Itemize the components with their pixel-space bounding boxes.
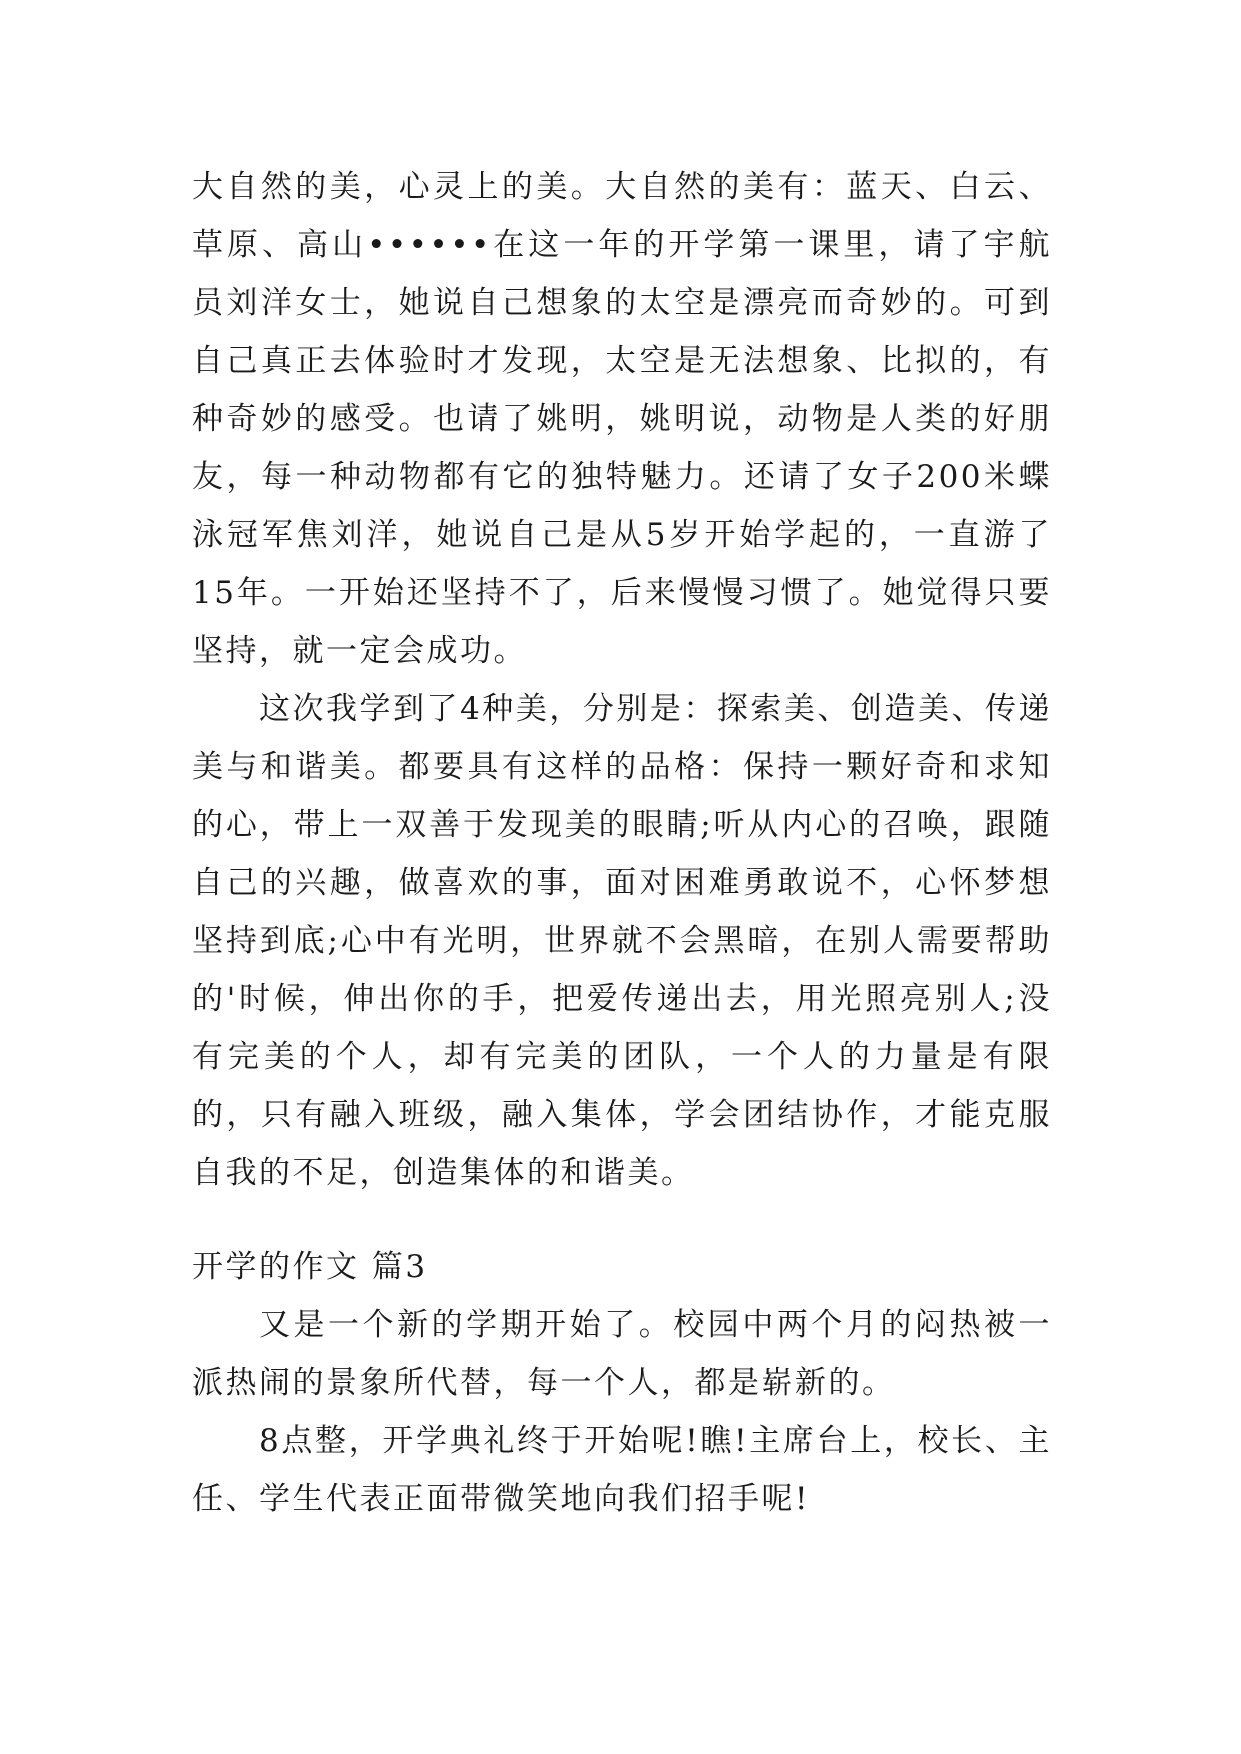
section-heading: 开学的作文 篇3 [192, 1249, 428, 1285]
paragraph-new-semester: 又是一个新的学期开始了。校园中两个月的闷热被一派热闹的景象所代替，每一个人，都是崭新的。 [192, 1307, 1052, 1401]
paragraph-four-beauties: 这次我学到了4种美，分别是：探索美、创造美、传递美与和谐美。都要具有这样的品格：保持一颗好奇和求知的心，带上一双善于发现美的眼睛;听从内心的召唤，跟随自己的兴趣，做喜欢的事，面对困难勇敢说不，心怀梦想坚持到底;心中有光明，世界就不会黑暗，在别人需要帮助的'时候，伸出你的手，把爱传递出去，用光照亮别人;没有完美的个人，却有完美的团队，一个人的力量是有限的，只有融入班级，融入集体，学会团结协作，才能克服自我的不足，创造集体的和谐美。 [192, 691, 1052, 1191]
paragraph-opening-ceremony: 8点整，开学典礼终于开始呢!瞧!主席台上，校长、主任、学生代表正面带微笑地向我们招手呢! [192, 1423, 1052, 1517]
document-body [192, 158, 1052, 1528]
paragraph-nature-beauty: 大自然的美，心灵上的美。大自然的美有：蓝天、白云、草原、高山••••••在这一年的开学第一课里，请了宇航员刘洋女士，她说自己想象的太空是漂亮而奇妙的。可到自己真正去体验时才发现，太空是无法想象、比拟的，有种奇妙的感受。也请了姚明，姚明说，动物是人类的好朋友，每一种动物都有它的独特魅力。还请了女子200米蝶泳冠军焦刘洋，她说自己是从5岁开始学起的，一直游了15年。一开始还坚持不了，后来慢慢习惯了。她觉得只要坚持，就一定会成功。 [192, 169, 1052, 669]
